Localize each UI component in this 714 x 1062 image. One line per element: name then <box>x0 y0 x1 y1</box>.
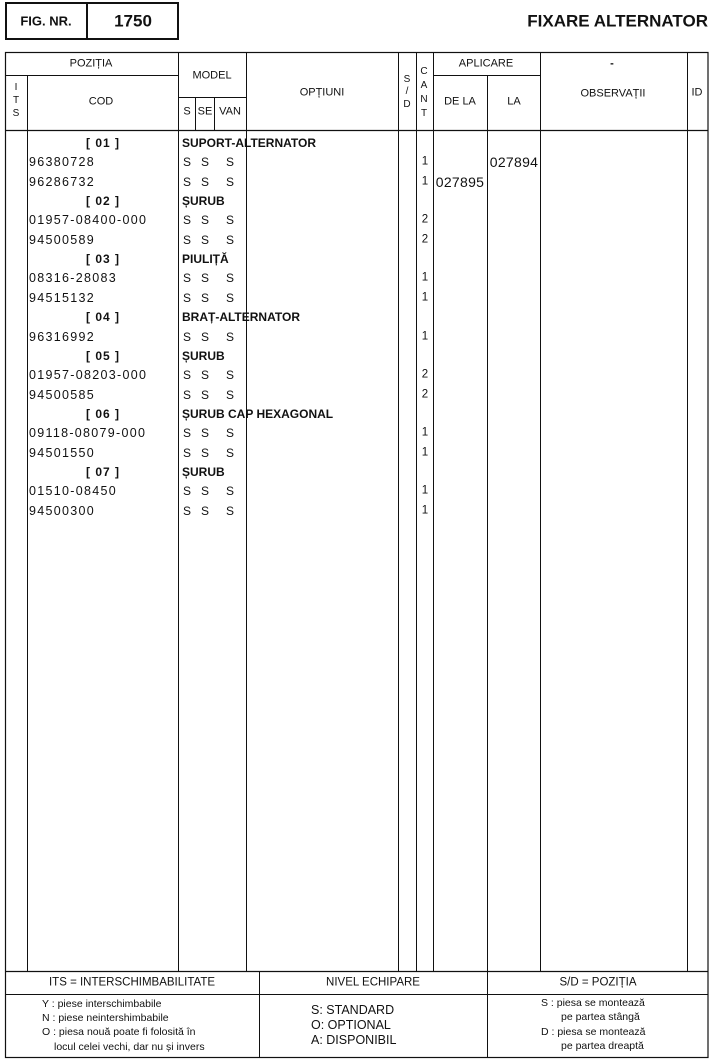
model-se-value: S <box>200 445 210 460</box>
observatii-mark: - <box>610 57 614 70</box>
part-group-name: BRAȚ-ALTERNATOR <box>182 310 300 325</box>
legend-nivel-title: NIVEL ECHIPARE <box>326 976 420 989</box>
model-se-value: S <box>200 155 210 170</box>
legend-its-line: O : piesa nouă poate fi folosită în <box>42 1025 196 1038</box>
part-code: 01510-08450 <box>29 484 117 499</box>
model-se-value: S <box>200 329 210 344</box>
model-van-value: S <box>225 484 235 499</box>
model-se-value: S <box>200 174 210 189</box>
model-van-value: S <box>225 155 235 170</box>
quantity-value: 1 <box>421 155 429 168</box>
part-group-name: ȘURUB CAP HEXAGONAL <box>182 406 334 421</box>
model-van-value: S <box>225 329 235 344</box>
la-header: LA <box>507 95 521 108</box>
model-s-value: S <box>182 232 192 247</box>
model-s-value: S <box>182 213 192 228</box>
part-code: 08316-28083 <box>29 271 117 286</box>
model-se-value: S <box>200 213 210 228</box>
legend-sd-line: pe partea dreaptă <box>561 1039 644 1052</box>
model-s-value: S <box>182 271 192 286</box>
sd-header-letter: / <box>405 86 409 97</box>
legend-sd-title: S/D = POZIȚIA <box>559 976 637 989</box>
legend-its-line: locul celei vechi, dar nu și invers <box>54 1040 205 1053</box>
part-code: 94515132 <box>29 290 96 305</box>
model-se-value: S <box>200 426 210 441</box>
legend-sd-line: D : piesa se montează <box>541 1025 646 1038</box>
cod-header: COD <box>88 95 114 108</box>
fig-number: 1750 <box>114 11 152 31</box>
legend-nivel-line: A: DISPONIBIL <box>311 1032 397 1047</box>
legend-its-title: ITS = INTERSCHIMBABILITATE <box>48 976 216 989</box>
part-group-name: PIULIȚĂ <box>182 252 229 267</box>
quantity-value: 1 <box>421 503 429 516</box>
cant-header-letter: N <box>420 94 428 105</box>
model-s-value: S <box>182 174 192 189</box>
model-van-value: S <box>225 368 235 383</box>
model-s-value: S <box>182 368 192 383</box>
quantity-value: 2 <box>421 368 429 381</box>
legend-nivel-line: S: STANDARD <box>311 1002 395 1017</box>
model-van-value: S <box>225 174 235 189</box>
cant-header-letter: A <box>420 80 428 91</box>
model-se-value: S <box>200 387 210 402</box>
part-code: 96316992 <box>29 329 96 344</box>
model-van-value: S <box>225 387 235 402</box>
position-number: [ 06 ] <box>85 406 121 421</box>
cant-header-letter: T <box>420 108 428 119</box>
model-s-value: S <box>182 484 192 499</box>
model-s-value: S <box>182 445 192 460</box>
its-header-letter: S <box>12 108 20 119</box>
model-se-value: S <box>200 484 210 499</box>
part-code: 96286732 <box>29 174 96 189</box>
model-se-value: S <box>200 368 210 383</box>
quantity-value: 2 <box>421 213 429 226</box>
model-s-value: S <box>182 503 192 518</box>
quantity-value: 1 <box>421 445 429 458</box>
model-s-value: S <box>182 329 192 344</box>
page-title: FIXARE ALTERNATOR <box>527 11 708 31</box>
its-header-letter: I <box>14 82 18 93</box>
model-header: MODEL <box>192 69 232 82</box>
model-van-value: S <box>225 271 235 286</box>
model-se-header: SE <box>197 105 213 118</box>
model-se-value: S <box>200 271 210 286</box>
quantity-value: 1 <box>421 484 429 497</box>
pozitia-header: POZIȚIA <box>69 57 113 70</box>
position-number: [ 07 ] <box>85 464 121 479</box>
part-group-name: SUPORT-ALTERNATOR <box>182 136 316 150</box>
part-code: 01957-08203-000 <box>29 367 148 382</box>
id-header: ID <box>691 86 703 99</box>
its-header-letter: T <box>12 95 20 106</box>
de-la-header: DE LA <box>444 95 476 108</box>
position-number: [ 04 ] <box>85 310 121 325</box>
legend-its-line: N : piese neintershimbabile <box>42 1011 169 1024</box>
applies-from-value: 027895 <box>435 173 485 190</box>
optiuni-header: OPȚIUNI <box>299 86 345 99</box>
model-van-value: S <box>225 426 235 441</box>
position-number: [ 05 ] <box>85 348 121 363</box>
quantity-value: 1 <box>421 271 429 284</box>
legend-sd-line: S : piesa se montează <box>541 996 645 1009</box>
model-se-value: S <box>200 503 210 518</box>
position-number: [ 01 ] <box>85 136 121 150</box>
quantity-value: 1 <box>421 291 429 304</box>
legend-nivel-line: O: OPTIONAL <box>311 1017 391 1032</box>
model-van-value: S <box>225 290 235 305</box>
part-group-name: ȘURUB <box>182 464 225 479</box>
model-s-value: S <box>182 426 192 441</box>
model-s-value: S <box>182 155 192 170</box>
model-van-header: VAN <box>219 105 241 118</box>
part-group-name: ȘURUB <box>182 194 225 209</box>
part-code: 94501550 <box>29 445 96 460</box>
part-code: 96380728 <box>29 155 96 170</box>
quantity-value: 1 <box>421 426 429 439</box>
part-code: 01957-08400-000 <box>29 213 148 228</box>
aplicare-header: APLICARE <box>458 57 514 70</box>
legend-its-line: Y : piese interschimbabile <box>42 997 162 1010</box>
part-code: 94500300 <box>29 503 96 518</box>
part-code: 09118-08079-000 <box>29 426 147 440</box>
fig-label: FIG. NR. <box>20 13 72 29</box>
quantity-value: 1 <box>421 329 429 342</box>
position-number: [ 02 ] <box>85 194 121 209</box>
model-van-value: S <box>225 232 235 247</box>
model-s-value: S <box>182 387 192 402</box>
position-number: [ 03 ] <box>85 252 121 267</box>
legend-sd-line: pe partea stângă <box>561 1010 640 1023</box>
model-van-value: S <box>225 503 235 518</box>
quantity-value: 2 <box>421 387 429 400</box>
quantity-value: 1 <box>421 174 429 187</box>
model-s-header: S <box>183 105 191 118</box>
applies-to-value: 027894 <box>489 154 539 171</box>
part-group-name: ȘURUB <box>182 348 225 363</box>
model-se-value: S <box>200 232 210 247</box>
model-se-value: S <box>200 290 210 305</box>
part-code: 94500585 <box>29 387 96 402</box>
model-van-value: S <box>225 213 235 228</box>
sd-header-letter: D <box>403 99 411 110</box>
model-van-value: S <box>225 445 235 460</box>
observatii-header: OBSERVAȚII <box>580 87 646 100</box>
part-code: 94500589 <box>29 232 96 247</box>
cant-header-letter: C <box>420 66 428 77</box>
model-s-value: S <box>182 290 192 305</box>
quantity-value: 2 <box>421 233 429 245</box>
sd-header-letter: S <box>403 74 411 85</box>
